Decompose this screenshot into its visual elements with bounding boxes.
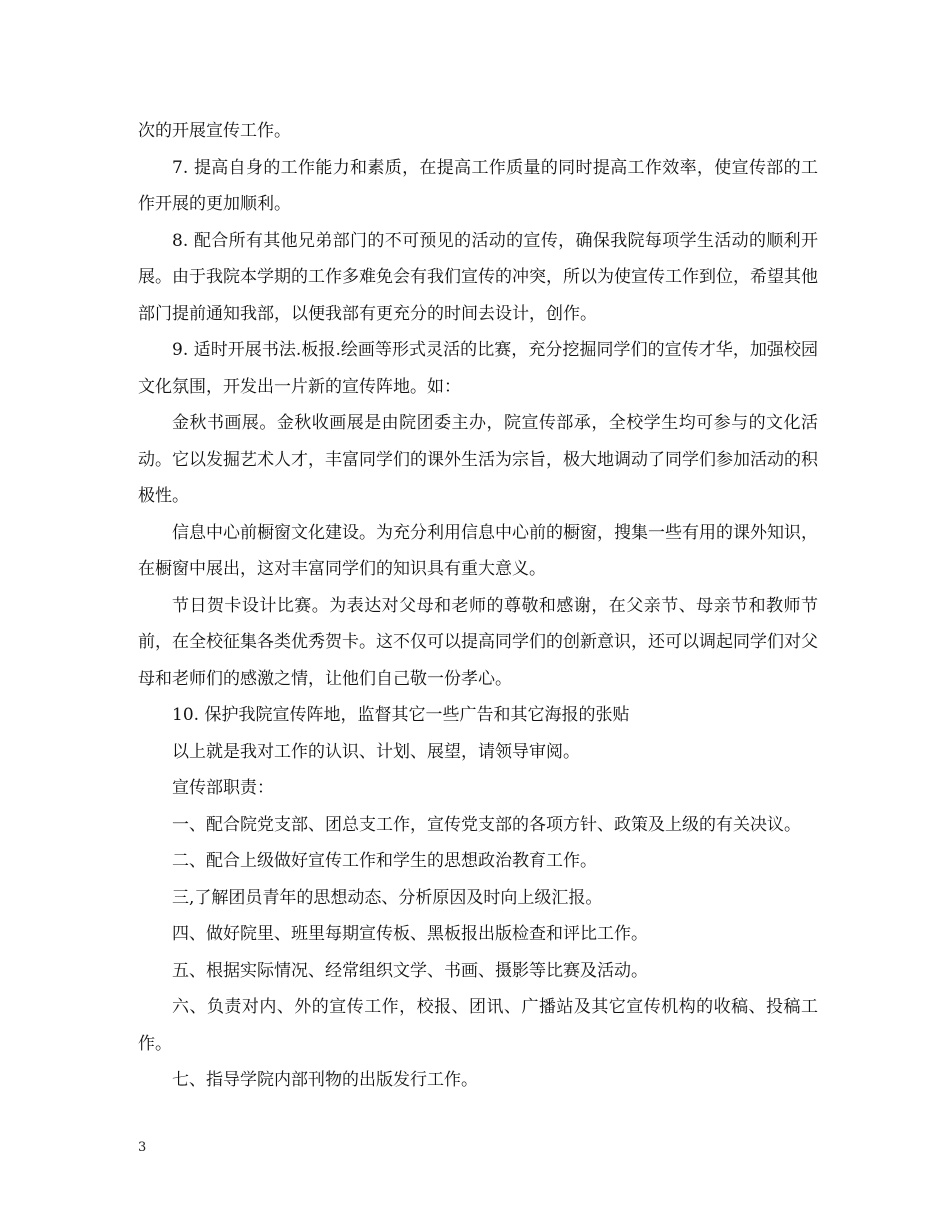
- duty-item-5: 五、根据实际情况、经常组织文学、书画、摄影等比赛及活动。: [172, 960, 648, 981]
- paragraph-item-8: 8. 配合所有其他兄弟部门的不可预见的活动的宣传，确保我院每项学生活动的顺利开展。由于我院本学期的工作多难免会有我们宣传的冲突，所以为使宣传工作到位，希望其他部门提前通知我部，以便我部有更充分的时间去设计，创作。: [138, 230, 818, 324]
- document-body: [138, 113, 818, 1099]
- paragraph-continuation: 次的开展宣传工作。: [138, 121, 291, 141]
- paragraph-autumn-exhibition: 金秋书画展。金秋收画展是由院团委主办，院宣传部承，全校学生均可参与的文化活动。它以发掘艺术人才，丰富同学们的课外生活为宗旨，极大地调动了同学们参加活动的积极性。: [138, 413, 818, 506]
- duty-item-4: 四、做好院里、班里每期宣传板、黑板报出版检查和评比工作。: [172, 924, 648, 944]
- duty-item-1: 一、配合院党支部、团总支工作，宣传党支部的各项方针、政策及上级的有关决议。: [172, 814, 801, 835]
- duty-item-6: 六、负责对内、外的宣传工作，校报、团讯、广播站及其它宣传机构的收稿、投稿工作。: [138, 997, 818, 1054]
- paragraph-closing: 以上就是我对工作的认识、计划、展望，请领导审阅。: [172, 741, 580, 762]
- section-heading-duties: 宣传部职责：: [172, 778, 274, 798]
- paragraph-item-9: 9. 适时开展书法.板报.绘画等形式灵活的比赛，充分挖掘同学们的宣传才华，加强校园文化氛围，开发出一片新的宣传阵地。如：: [138, 340, 818, 397]
- paragraph-window-culture: 信息中心前橱窗文化建设。为充分利用信息中心前的橱窗，搜集一些有用的课外知识，在橱窗中展出，这对丰富同学们的知识具有重大意义。: [138, 522, 818, 579]
- duty-item-2: 二、配合上级做好宣传工作和学生的思想政治教育工作。: [172, 851, 597, 871]
- duty-item-3: 三,了解团员青年的思想动态、分析原因及时向上级汇报。: [172, 887, 603, 908]
- paragraph-item-7: 7. 提高自身的工作能力和素质，在提高工作质量的同时提高工作效率，使宣传部的工作开展的更加顺利。: [138, 157, 818, 214]
- paragraph-card-contest: 节日贺卡设计比赛。为表达对父母和老师的尊敬和感谢，在父亲节、母亲节和教师节前，在全校征集各类优秀贺卡。这不仅可以提高同学们的创新意识，还可以调起同学们对父母和老师们的感激之情，让他们自己敬一份孝心。: [138, 595, 818, 689]
- duty-item-7: 七、指导学院内部刊物的出版发行工作。: [172, 1070, 478, 1090]
- paragraph-item-10: 10. 保护我院宣传阵地，监督其它一些广告和其它海报的张贴: [172, 705, 630, 725]
- page-number: 3: [138, 1140, 147, 1155]
